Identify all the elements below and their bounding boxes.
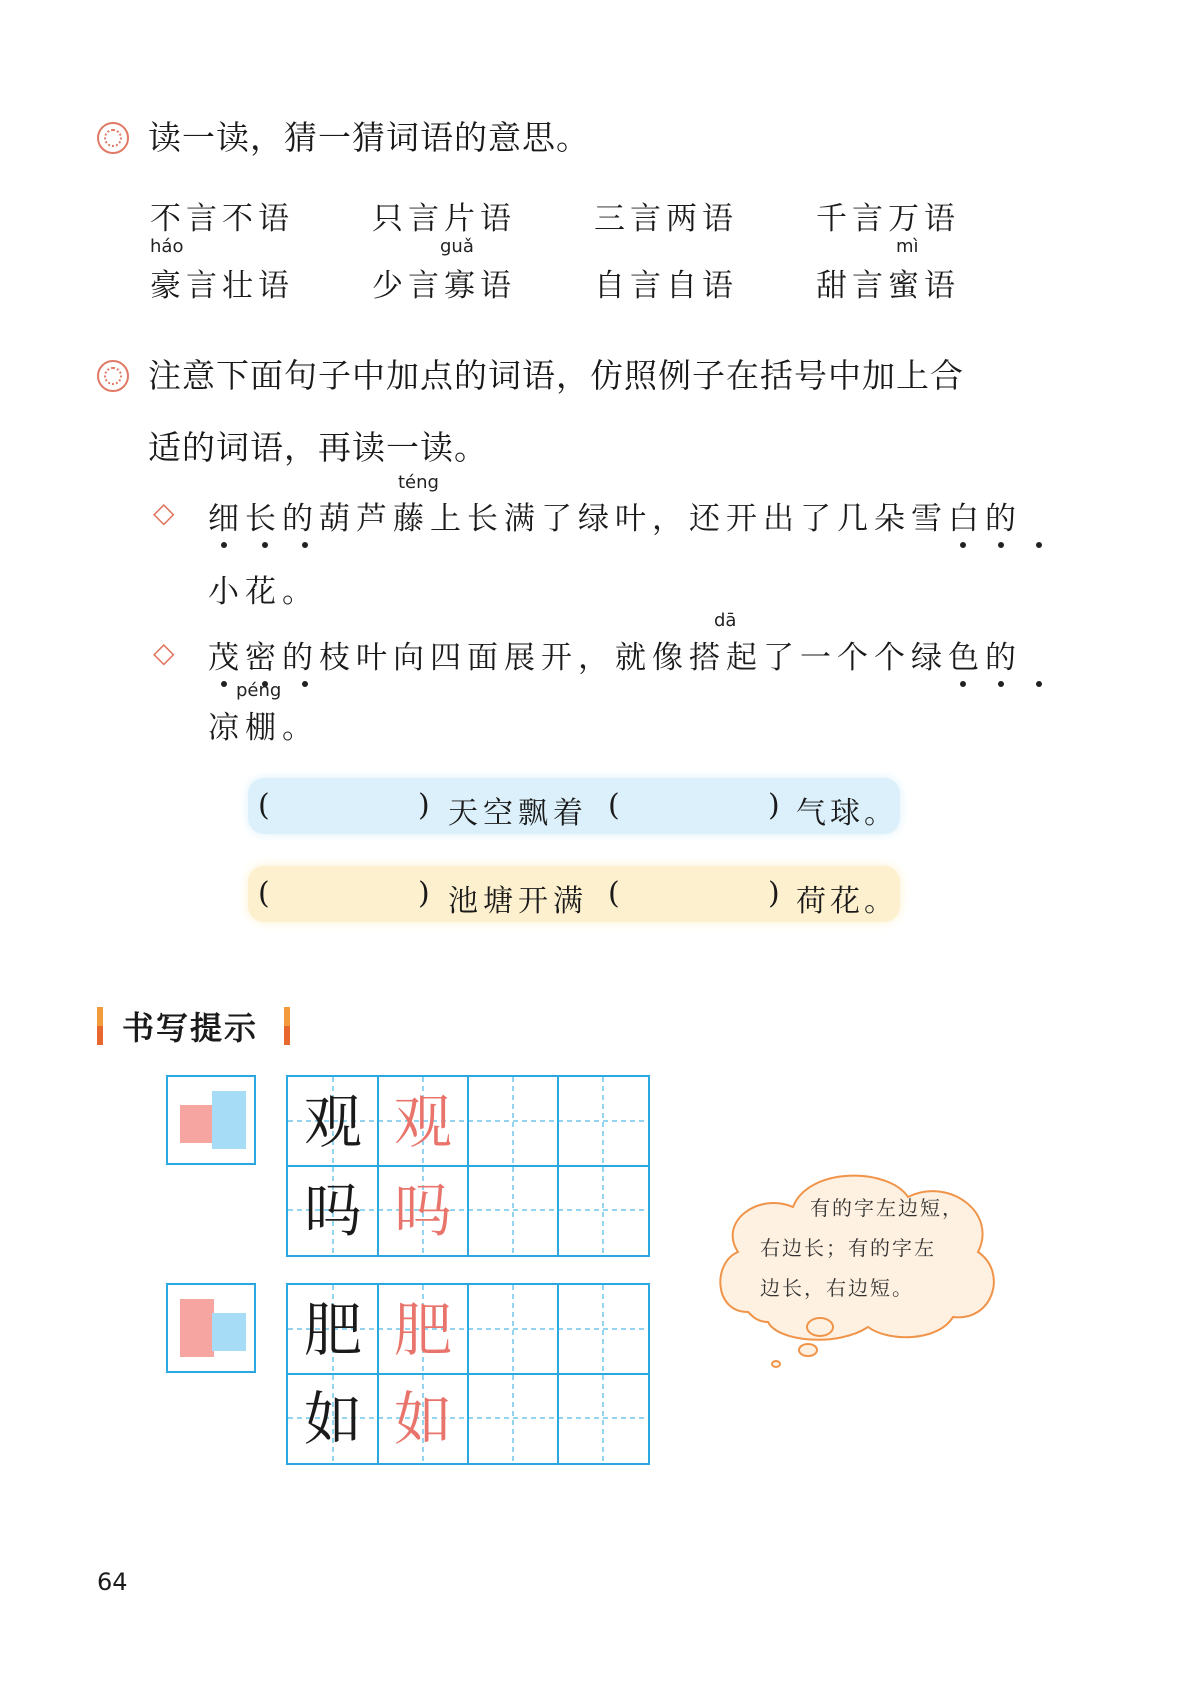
idiom: 不言不语 (150, 201, 294, 237)
exercise-end-text: 荷花。 (796, 884, 898, 919)
writing-tips-title: 书写提示 (122, 1009, 259, 1047)
pinyin-da: dā (714, 610, 737, 631)
char-ru: 如 (303, 1385, 362, 1453)
char-ma-model: 吗 (393, 1177, 452, 1245)
char-ma: 吗 (303, 1177, 362, 1245)
bubble-line-3: 边长，右边短。 (760, 1276, 914, 1300)
emphasis-dot (1036, 542, 1042, 548)
pinyin-gua: guǎ (440, 236, 474, 257)
sentence-1-line1: 细长的葫芦藤上长满了绿叶，还开出了几朵雪白的 (208, 501, 1022, 537)
idiom: 豪言壮语 (150, 268, 294, 304)
idiom-row-1 (150, 177, 990, 237)
section1-heading: 读一读，猜一猜词语的意思。 (148, 118, 590, 157)
char-guan-model: 观 (393, 1088, 452, 1156)
seal-icon (97, 360, 129, 392)
char-fei-model: 肥 (393, 1296, 452, 1364)
paren-close: ) (418, 876, 430, 911)
idiom: 只言片语 (372, 201, 516, 237)
idiom: 甜言蜜语 (816, 268, 960, 304)
emphasis-dot (998, 542, 1004, 548)
exercise-end-text: 气球。 (796, 796, 898, 831)
char-fei: 肥 (303, 1296, 362, 1364)
idiom: 少言寡语 (372, 268, 516, 304)
writing-grid-1 (286, 1075, 650, 1257)
emphasis-dot (221, 542, 227, 548)
emphasis-dot (960, 681, 966, 687)
section2-heading-line1: 注意下面句子中加点的词语，仿照例子在括号中加上合 (148, 356, 964, 395)
sentence-2-line2: 凉棚。 (208, 710, 319, 746)
exercise-band-blue (248, 778, 900, 834)
bubble-line-1: 有的字左边短， (810, 1196, 964, 1220)
seal-icon (97, 122, 129, 154)
emphasis-dot (998, 681, 1004, 687)
emphasis-dot (960, 542, 966, 548)
exercise-middle-text: 天空飘着 (448, 796, 588, 831)
diamond-bullet-icon: ◇ (153, 496, 175, 529)
char-ru-model: 如 (393, 1385, 452, 1453)
char-guan: 观 (303, 1088, 362, 1156)
emphasis-dot (302, 542, 308, 548)
exercise-band-yellow (248, 866, 900, 922)
exercise-middle-text: 池塘开满 (448, 884, 588, 919)
paren-close: ) (768, 788, 780, 823)
sentence-2-line1: 茂密的枝叶向四面展开，就像搭起了一个个绿色的 (208, 640, 1022, 676)
idiom: 自言自语 (594, 268, 738, 304)
pinyin-peng: péng (236, 680, 282, 701)
paren-open: ( (258, 788, 270, 823)
pinyin-hao: háo (150, 236, 184, 257)
title-bar-left (97, 1007, 103, 1045)
emphasis-dot (302, 681, 308, 687)
paren-close: ) (418, 788, 430, 823)
emphasis-dot (1036, 681, 1042, 687)
pinyin-teng: téng (398, 472, 439, 493)
idiom: 三言两语 (594, 201, 738, 237)
page-number: 64 (97, 1568, 128, 1596)
emphasis-dot (221, 681, 227, 687)
idiom: 千言万语 (816, 201, 960, 237)
section2-heading-line2: 适的词语，再读一读。 (148, 428, 488, 467)
paren-open: ( (608, 788, 620, 823)
paren-close: ) (768, 876, 780, 911)
title-bar-right (284, 1007, 290, 1045)
structure-icon-left-long (166, 1283, 256, 1373)
paren-open: ( (258, 876, 270, 911)
diamond-bullet-icon: ◇ (153, 636, 175, 669)
structure-icon-left-short (166, 1075, 256, 1165)
bubble-line-2: 右边长；有的字左 (760, 1236, 936, 1260)
idiom-row-2 (150, 236, 990, 304)
pinyin-mi: mì (896, 236, 919, 257)
paren-open: ( (608, 876, 620, 911)
sentence-1-line2: 小花。 (208, 574, 319, 610)
emphasis-dot (262, 542, 268, 548)
writing-grid-2 (286, 1283, 650, 1465)
